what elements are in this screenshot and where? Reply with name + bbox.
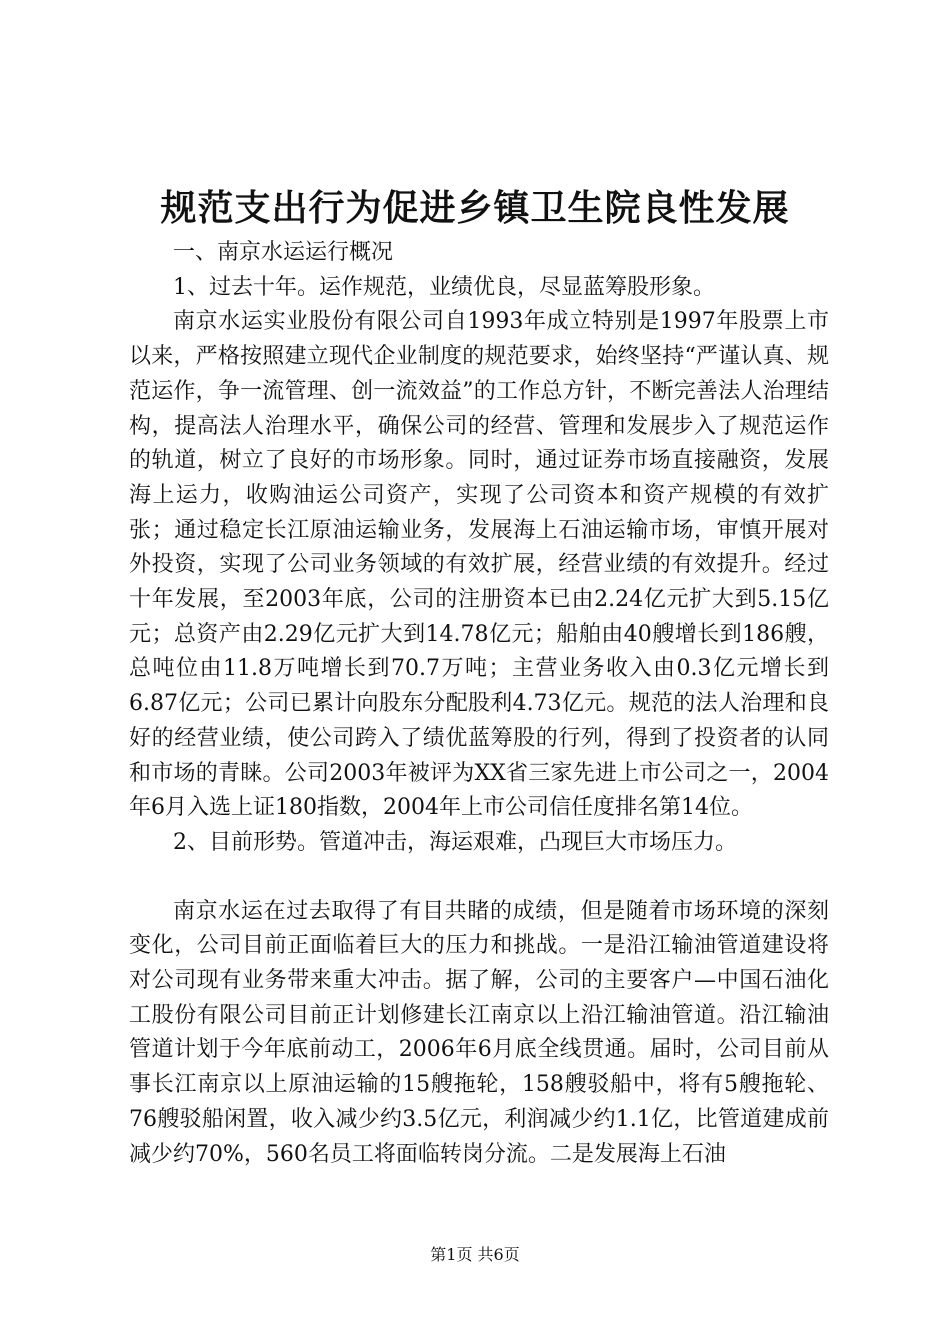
page-footer: 第1页 共6页 [430,1245,520,1264]
document-body [129,236,829,1172]
section-heading: 一、南京水运运行概况 [173,240,394,265]
body-paragraph: 南京水运实业股份有限公司自1993年成立特别是1997年股票上市以来，严格按照建立现代企业制度的规范要求，始终坚持“严谨认真、规范运作，争一流管理、创一流效益”的工作总方针，不断完善法人治理结构，提高法人治理水平，确保公司的经营、管理和发展步入了规范运作的轨道，树立了良好的市场形象。同时，通过证券市场直接融资，发展海上运力，收购油运公司资产，实现了公司资本和资产规模的有效扩张；通过稳定长江原油运输业务，发展海上石油运输市场，审慎开展对外投资，实现了公司业务领域的有效扩展，经营业绩的有效提升。经过十年发展，至2003年底，公司的注册资本已由2.24亿元扩大到5.15亿元；总资产由2.29亿元扩大到14.78亿元；船舶由40艘增长到186艘，总吨位由11.8万吨增长到70.7万吨；主营业务收入由0.3亿元增长到6.87亿元；公司已累计向股东分配股利4.73亿元。规范的法人治理和良好的经营业绩，使公司跨入了绩优蓝筹股的行列，得到了投资者的认同和市场的青睐。公司2003年被评为XX省三家先进上市公司之一，2004年6月入选上证180指数，2004年上市公司信任度排名第14位。 [129,309,829,821]
body-paragraph: 南京水运在过去取得了有目共睹的成绩，但是随着市场环境的深刻变化，公司目前正面临着巨大的压力和挑战。一是沿江输油管道建设将对公司现有业务带来重大冲击。据了解，公司的主要客户—中国石油化工股份有限公司目前正计划修建长江南京以上沿江输油管道。沿江输油管道计划于今年底前动工，2006年6月底全线贯通。届时，公司目前从事长江南京以上原油运输的15艘拖轮，158艘驳船中，将有5艘拖轮、76艘驳船闲置，收入减少约3.5亿元，利润减少约1.1亿，比管道建成前减少约70%，560名员工将面临转岗分流。二是发展海上石油 [129,898,829,1167]
document-title: 规范支出行为促进乡镇卫生院良性发展 [160,187,790,229]
subsection-heading: 2、目前形势。管道冲击，海运艰难，凸现巨大市场压力。 [173,829,737,855]
subsection-heading: 1、过去十年。运作规范，业绩优良，尽显蓝筹股形象。 [173,274,715,300]
